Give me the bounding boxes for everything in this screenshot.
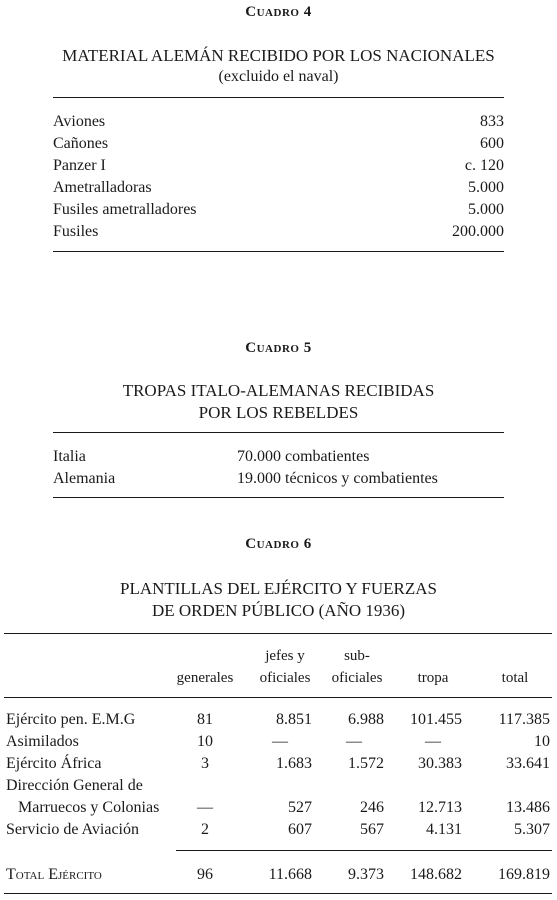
cell-sub: —: [346, 733, 362, 750]
total-label: Total Ejército: [6, 866, 102, 883]
header-sub-line1: sub-: [344, 648, 370, 664]
row-label: Ejército pen. E.M.G: [6, 711, 136, 728]
header-total: total: [501, 670, 529, 686]
header-sub-line2: oficiales: [331, 670, 383, 686]
cell-jefes: 527: [288, 799, 312, 816]
cuadro4-title: MATERIAL ALEMÁN RECIBIDO POR LOS NACIONALES: [62, 46, 495, 65]
cuadro4-value-4: 5.000: [468, 201, 504, 218]
cell-tropa: —: [425, 733, 441, 750]
cell-generales: 81: [197, 711, 213, 728]
cuadro4-bottom-rule: [53, 251, 504, 252]
cell-total: 33.641: [506, 755, 550, 772]
row-label: Servicio de Aviación: [6, 821, 139, 838]
total-generales: 96: [197, 866, 213, 883]
cell-generales: —: [197, 799, 213, 816]
cell-jefes: 8.851: [276, 711, 312, 728]
cell-jefes: 1.683: [276, 755, 312, 772]
cuadro6-title-line2: DE ORDEN PÚBLICO (AÑO 1936): [151, 601, 406, 620]
cuadro4-value-2: c. 120: [464, 157, 504, 174]
cell-total: 117.385: [498, 711, 550, 728]
cell-total: 10: [534, 733, 550, 750]
cell-jefes: —: [272, 733, 288, 750]
cuadro5-top-rule: [53, 432, 504, 433]
cuadro4-top-rule: [53, 97, 504, 98]
cuadro6-title-line1: PLANTILLAS DEL EJÉRCITO Y FUERZAS: [119, 579, 437, 598]
total-total: 169.819: [498, 866, 550, 883]
row-label: Dirección General de: [6, 777, 143, 794]
cell-tropa: 12.713: [418, 799, 462, 816]
cuadro4-label-5: Fusiles: [53, 223, 99, 240]
cuadro5-value-1: 19.000 técnicos y combatientes: [237, 470, 438, 487]
cell-tropa: 101.455: [410, 711, 462, 728]
cuadro4-label-1: Cañones: [53, 135, 109, 152]
cell-jefes: 607: [288, 821, 312, 838]
cuadro4-value-5: 200.000: [452, 223, 504, 240]
row-label: Marruecos y Colonias: [18, 799, 160, 816]
cuadro5-title-line2: POR LOS REBELDES: [198, 403, 359, 422]
cuadro4-label-0: Aviones: [53, 113, 106, 130]
cell-tropa: 30.383: [418, 755, 462, 772]
cuadro5-label-0: Italia: [53, 448, 86, 465]
cuadro6-header-rule: [4, 697, 552, 698]
cuadro5-value-0: 70.000 combatientes: [237, 448, 370, 465]
cuadro4-caption: Cuadro 4: [245, 4, 312, 20]
cuadro5-bottom-rule: [53, 497, 504, 498]
header-tropa: tropa: [417, 670, 449, 686]
cuadro4-label-3: Ametralladoras: [53, 179, 152, 196]
cuadro4-label-4: Fusiles ametralladores: [53, 201, 197, 218]
cell-generales: 2: [201, 821, 209, 838]
cuadro6-bottom-rule: [4, 893, 552, 894]
cuadro6-top-rule: [4, 633, 552, 634]
cuadro4-value-3: 5.000: [468, 179, 504, 196]
cell-total: 13.486: [506, 799, 550, 816]
total-sub: 9.373: [348, 866, 384, 883]
total-tropa: 148.682: [410, 866, 462, 883]
cuadro6-caption: Cuadro 6: [245, 536, 312, 552]
cuadro5-label-1: Alemania: [53, 470, 116, 487]
cuadro4-subtitle: (excluido el naval): [218, 68, 339, 85]
cell-tropa: 4.131: [426, 821, 462, 838]
row-label: Ejército África: [6, 755, 102, 772]
cuadro5-title-line1: TROPAS ITALO-ALEMANAS RECIBIDAS: [122, 381, 435, 400]
cuadro4-value-0: 833: [480, 113, 504, 130]
header-jefes-line1: jefes y: [265, 648, 305, 664]
cuadro5-caption: Cuadro 5: [245, 340, 312, 356]
cell-generales: 3: [201, 755, 209, 772]
cell-sub: 567: [360, 821, 384, 838]
cuadro6-total-rule: [176, 850, 552, 851]
header-generales: generales: [176, 670, 234, 686]
cell-sub: 6.988: [348, 711, 384, 728]
cell-sub: 1.572: [348, 755, 384, 772]
cuadro4-value-1: 600: [480, 135, 504, 152]
header-jefes-line2: oficiales: [259, 670, 311, 686]
cuadro4-label-2: Panzer I: [53, 157, 106, 174]
total-jefes: 11.668: [268, 866, 312, 883]
cell-total: 5.307: [514, 821, 550, 838]
cell-generales: 10: [197, 733, 213, 750]
row-label: Asimilados: [6, 733, 79, 750]
cell-sub: 246: [360, 799, 384, 816]
